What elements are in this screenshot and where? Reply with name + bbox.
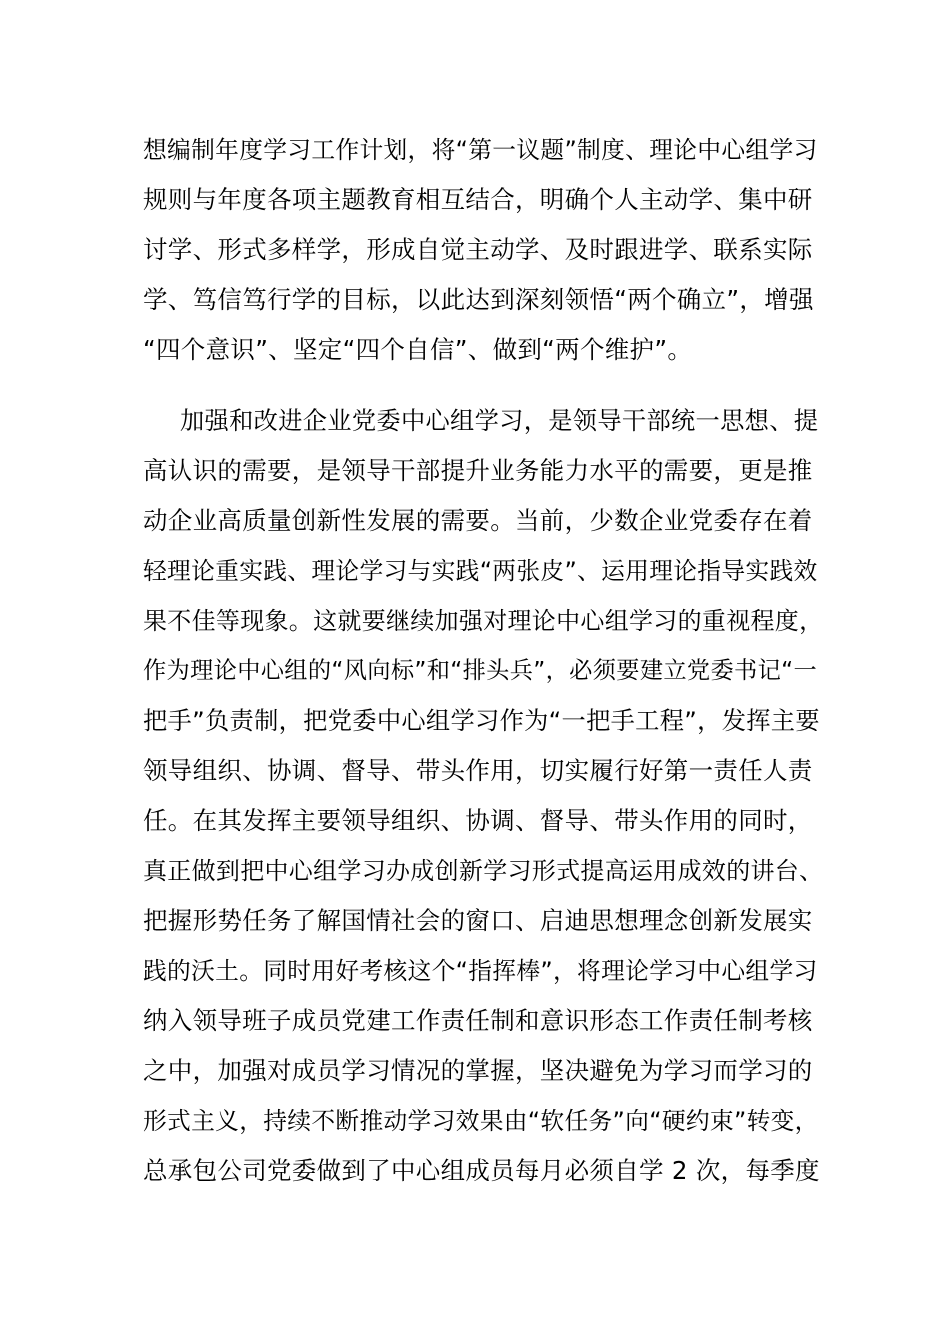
text-line: 之中，加强对成员学习情况的掌握，坚决避免为学习而学习的 [143, 1056, 813, 1085]
text-line: 作为理论中心组的“风向标”和“排头兵”，必须要建立党委书记“一 [143, 657, 818, 684]
text-line: “四个意识”、坚定“四个自信”、做到“两个维护”。 [143, 335, 693, 364]
text-line: 践的沃土。同时用好考核这个“指挥棒”，将理论学习中心组学习 [143, 957, 818, 985]
text-line: 规则与年度各项主题教育相互结合，明确个人主动学、集中研 [143, 185, 813, 214]
text-line: 形式主义，持续不断推动学习效果由“软任务”向“硬约束”转变， [143, 1107, 819, 1135]
text-line: 领导组织、协调、督导、带头作用，切实履行好第一责任人责 [143, 756, 813, 785]
text-line: 想编制年度学习工作计划，将“第一议题”制度、理论中心组学习 [143, 136, 818, 164]
text-line: 高认识的需要，是领导干部提升业务能力水平的需要，更是推 [143, 456, 813, 485]
text-line: 讨学、形式多样学，形成自觉主动学、及时跟进学、联系实际 [143, 235, 813, 264]
text-line: 纳入领导班子成员党建工作责任制和意识形态工作责任制考核 [143, 1006, 813, 1035]
text-line: 把握形势任务了解国情社会的窗口、启迪思想理念创新发展实 [143, 906, 813, 935]
text-line: 轻理论重实践、理论学习与实践“两张皮”、运用理论指导实践效 [143, 557, 818, 585]
text-line: 任。在其发挥主要领导组织、协调、督导、带头作用的同时， [143, 806, 813, 835]
text-line: 果不佳等现象。这就要继续加强对理论中心组学习的重视程度， [143, 607, 823, 635]
text-line: 加强和改进企业党委中心组学习，是领导干部统一思想、提 [180, 406, 819, 435]
text-line: 把手”负责制，把党委中心组学习作为“一把手工程”，发挥主要 [143, 706, 820, 735]
text-line: 动企业高质量创新性发展的需要。当前，少数企业党委存在着 [143, 506, 813, 535]
text-line: 学、笃信笃行学的目标，以此达到深刻领悟“两个确立”，增强 [143, 285, 814, 314]
text-line: 总承包公司党委做到了中心组成员每月必须自学 2 次，每季度 [143, 1156, 820, 1185]
text-line: 真正做到把中心组学习办成创新学习形式提高运用成效的讲台、 [143, 857, 823, 885]
